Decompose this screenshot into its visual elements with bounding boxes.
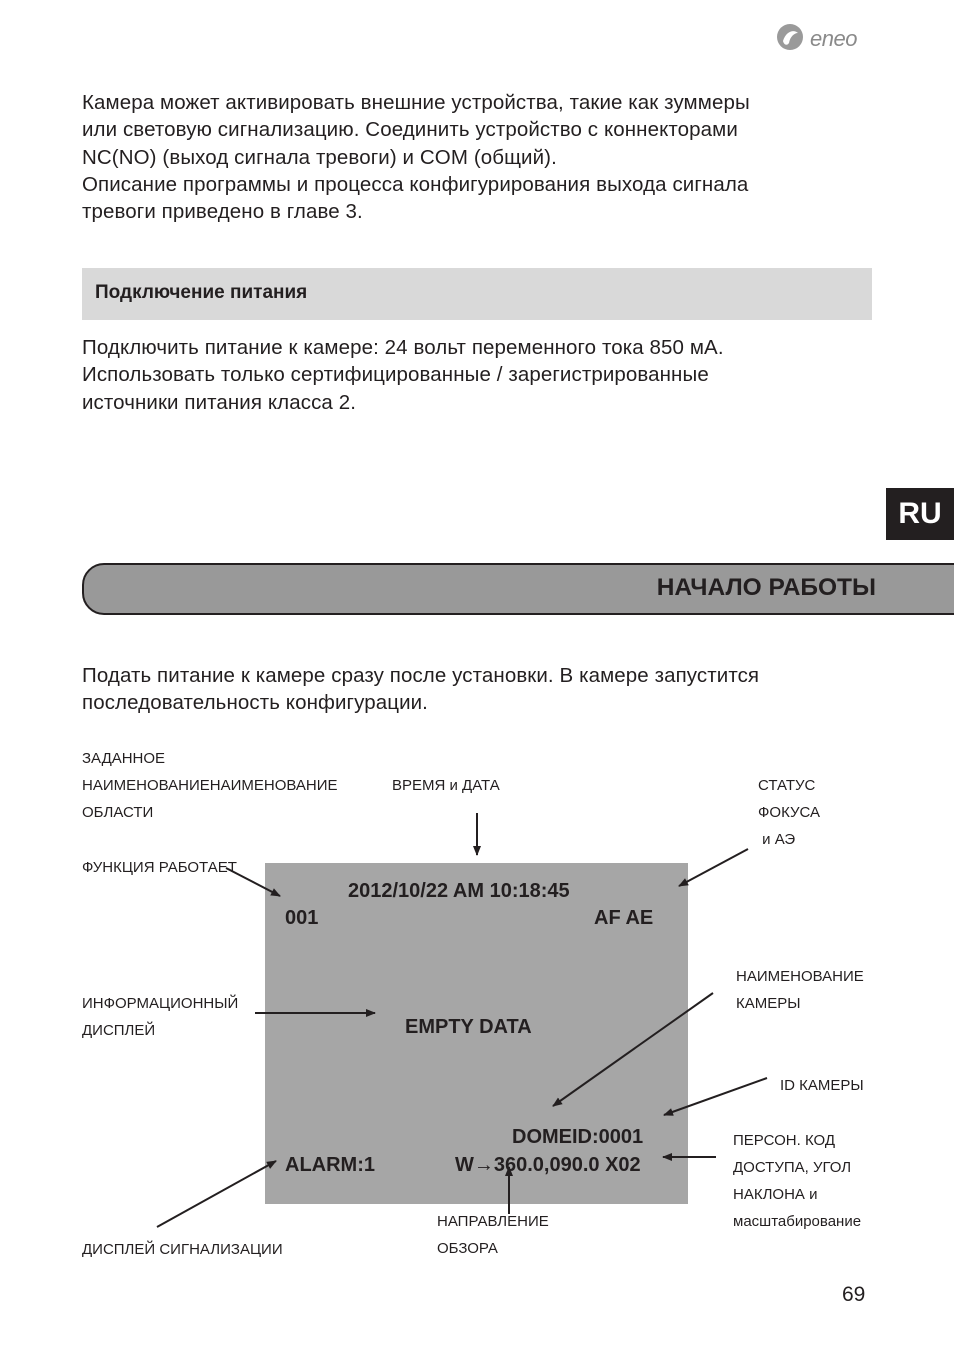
callout-line: ИНФОРМАЦИОННЫЙ bbox=[82, 995, 239, 1012]
callout-line: ОБЛАСТИ bbox=[82, 804, 154, 821]
callout-line: КАМЕРЫ bbox=[736, 995, 801, 1012]
arrow-camera-name bbox=[553, 993, 713, 1106]
callout-line: НАПРАВЛЕНИЕ bbox=[437, 1213, 549, 1230]
callout-line: НАКЛОНА и bbox=[733, 1186, 818, 1203]
callout-line: и АЭ bbox=[758, 831, 796, 848]
osd-focus-ae: AF AE bbox=[594, 907, 654, 929]
arrow-focus-status bbox=[679, 849, 748, 886]
callout-line: ПЕРСОН. КОД bbox=[733, 1132, 836, 1149]
intro-line: NC(NO) (выход сигнала тревоги) и COM (общий). bbox=[82, 145, 557, 169]
callout-line: НАИМЕНОВАНИЕНАИМЕНОВАНИЕ bbox=[82, 777, 338, 794]
callout-line: ОБЗОРА bbox=[437, 1240, 498, 1257]
osd-dome-id: DOMEID:0001 bbox=[512, 1126, 644, 1148]
power-line: Использовать только сертифицированные / зарегистрированные bbox=[82, 363, 709, 387]
callout-line: ДОСТУПА, УГОЛ bbox=[733, 1159, 852, 1176]
page-number: 69 bbox=[842, 1283, 866, 1306]
osd-position: W→360.0,090.0 X02 bbox=[455, 1154, 641, 1176]
arrow-alarm-display bbox=[157, 1161, 276, 1227]
callout-line: НАИМЕНОВАНИЕ bbox=[736, 968, 864, 985]
callout-time-date: ВРЕМЯ и ДАТА bbox=[392, 777, 500, 794]
callout-camera-id: ID КАМЕРЫ bbox=[780, 1077, 864, 1094]
osd-datetime: 2012/10/22 AM 10:18:45 bbox=[348, 880, 570, 902]
intro-line: или световую сигнализацию. Соединить устройство с коннекторами bbox=[82, 118, 738, 142]
logo-text: eneo bbox=[810, 26, 857, 51]
osd-preset: 001 bbox=[285, 907, 319, 929]
language-tab: RU bbox=[886, 488, 954, 540]
callout-line: ФОКУСА bbox=[758, 804, 821, 821]
arrow-function-running bbox=[226, 868, 280, 896]
chapter-title: НАЧАЛО РАБОТЫ bbox=[656, 574, 876, 601]
callout-line: ДИСПЛЕЙ bbox=[82, 1022, 156, 1039]
callout-line: ЗАДАННОЕ bbox=[82, 750, 166, 767]
callout-function-running: ФУНКЦИЯ РАБОТАЕТ bbox=[82, 859, 237, 876]
callout-line: СТАТУС bbox=[758, 777, 816, 794]
chapter-line: Подать питание к камере сразу после установки. В камере запустится bbox=[82, 664, 760, 687]
callout-alarm-display: ДИСПЛЕЙ СИГНАЛИЗАЦИИ bbox=[82, 1241, 283, 1258]
power-section-title: Подключение питания bbox=[95, 282, 308, 303]
chapter-line: последовательность конфигурации. bbox=[82, 691, 428, 715]
osd-info: EMPTY DATA bbox=[405, 1016, 532, 1038]
power-line: Подключить питание к камере: 24 вольт переменного тока 850 мА. bbox=[82, 336, 724, 359]
arrow-camera-id bbox=[664, 1078, 767, 1115]
intro-line: тревоги приведено в главе 3. bbox=[82, 200, 363, 224]
osd-alarm: ALARM:1 bbox=[285, 1154, 375, 1176]
intro-line: Описание программы и процесса конфигурирования выхода сигнала bbox=[82, 172, 749, 196]
power-line: источники питания класса 2. bbox=[82, 390, 357, 414]
intro-line: Камера может активировать внешние устройства, такие как зуммеры bbox=[82, 91, 750, 114]
callout-line: масштабирование bbox=[733, 1213, 862, 1230]
